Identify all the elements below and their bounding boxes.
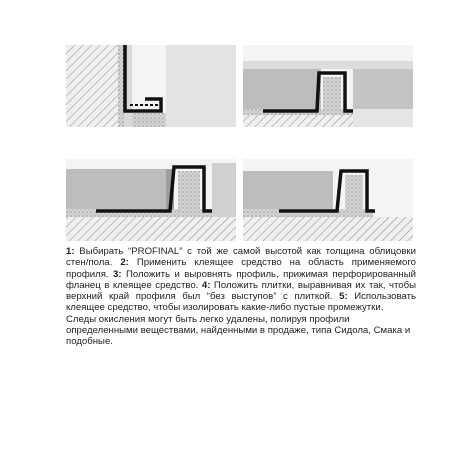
upper-tile-band: [243, 61, 413, 69]
right-tile: [353, 69, 413, 109]
finished-floor-profile-figure: [243, 159, 413, 241]
floor-tile: [243, 69, 321, 109]
step-text: Положить и выровнять профиль, прижимая перфорированный фланец в клеящее средство.: [66, 268, 416, 291]
adhesive-fill: [345, 175, 363, 209]
step-4-diagram: [243, 159, 413, 241]
instruction-steps: [66, 246, 416, 314]
adhesive-fill: [178, 171, 200, 209]
step-text: Применить клеящее средство на область применяемого профиля.: [66, 257, 416, 280]
step-number: 2:: [120, 257, 129, 269]
maintenance-note: Следы окисления могут быть легко удалены, полируя профили определенными веществами, найденными в продаже, типа Сидола, Смака и подобные.: [66, 313, 411, 348]
floor-tile: [66, 169, 166, 209]
adjacent-tile: [166, 45, 236, 127]
step-1-diagram: [66, 45, 236, 127]
step-text: Использовать клеящее средство, чтобы изолировать какие-либо пустые промежутки.: [66, 291, 416, 314]
floor-tile-profile-figure: [66, 159, 236, 241]
step-number: 4:: [201, 279, 211, 291]
installation-instructions: [66, 246, 416, 348]
floor-tile: [243, 171, 333, 209]
wall-substrate: [66, 45, 118, 127]
step-2-diagram: [243, 45, 413, 127]
floor-substrate: [243, 217, 413, 241]
step-text: Положить плитки, выравнивая их так, чтобы верхний край профиля был “без выступов” с плиткой.: [66, 279, 417, 303]
wall-corner-profile-figure: [66, 45, 236, 127]
adhesive-fill: [323, 77, 341, 109]
step-number: 5:: [339, 291, 348, 303]
step-text: Выбирать “PROFINAL” с той же самой высотой как толщина облицовки стен/пола.: [66, 246, 416, 269]
floor-substrate: [243, 115, 353, 127]
adhesive-layer: [118, 45, 124, 127]
grout-block: [132, 113, 166, 127]
right-tile: [212, 163, 236, 217]
step-substrate: [353, 109, 413, 127]
step-number: 3:: [113, 268, 122, 280]
floor-step-profile-figure: [243, 45, 413, 127]
floor-substrate: [66, 217, 236, 241]
step-number: 1:: [66, 246, 75, 257]
step-3-diagram: [66, 159, 236, 241]
